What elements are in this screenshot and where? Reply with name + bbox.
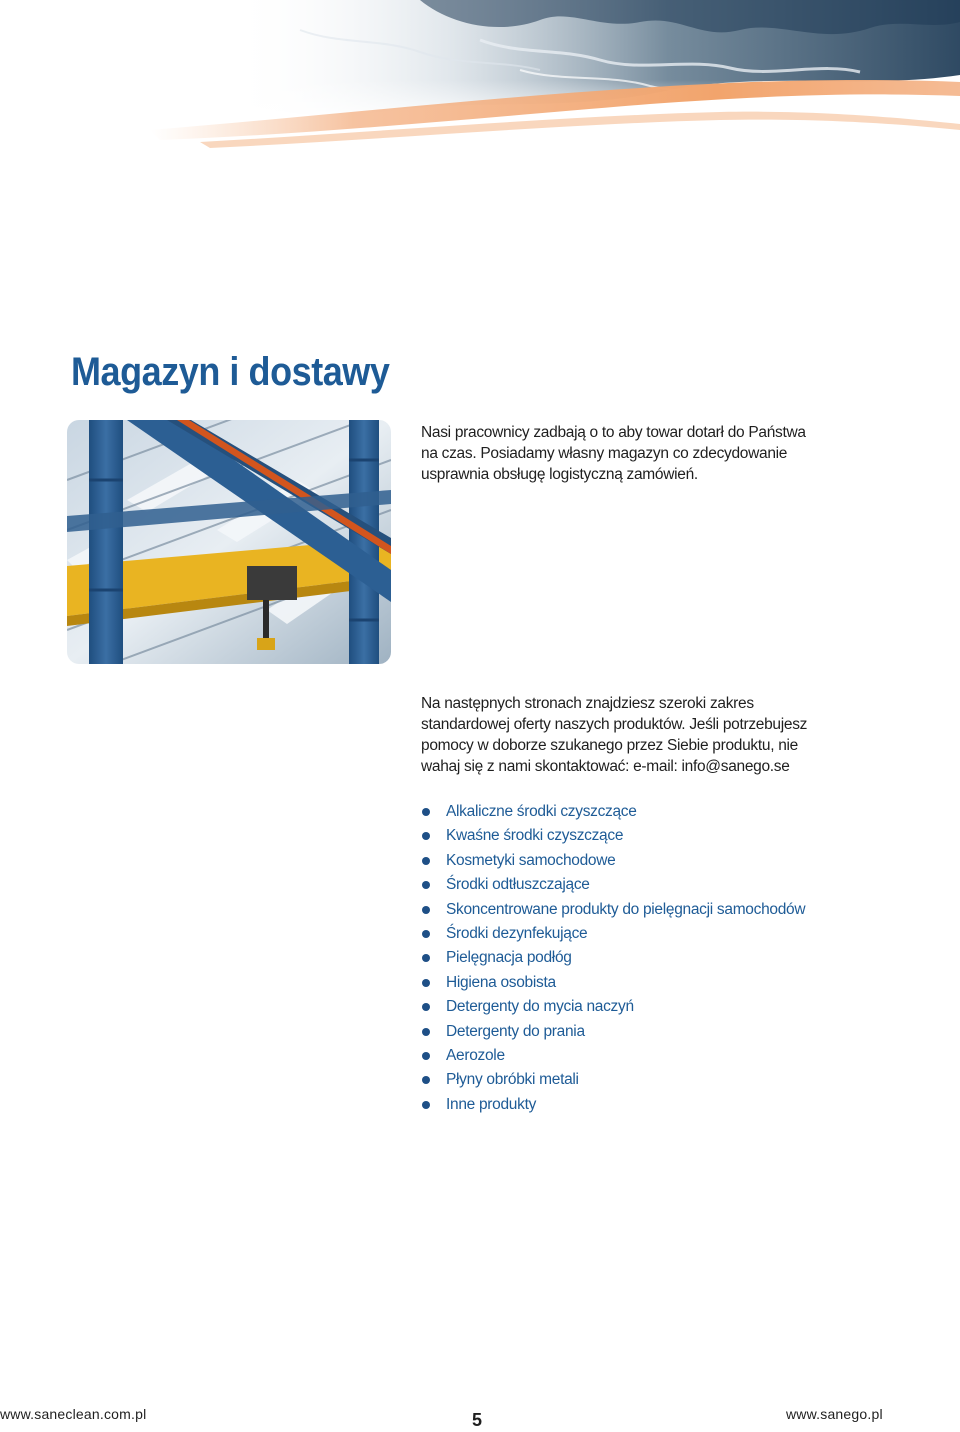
product-category-list [418,800,838,1117]
list-item-label: Pielęgnacja podłóg [446,949,572,967]
bullet-icon [422,930,430,938]
list-item-label: Środki dezynfekujące [446,924,588,942]
page-title: Magazyn i dostawy [71,350,390,394]
list-item[interactable] [418,922,838,946]
list-item-label: Alkaliczne środki czyszczące [446,803,637,820]
list-item-label: Środki odtłuszczające [446,876,590,894]
list-item-label: Inne produkty [446,1095,537,1113]
list-item[interactable] [418,1068,838,1092]
bullet-icon [422,1052,430,1060]
list-item[interactable] [418,873,838,897]
offer-paragraph: Na następnych stronach znajdziesz szeroki zakres standardowej oferty naszych produktów. Jeśli potrzebujesz pomocy w doborze szukanego przez Siebie produktu, nie wahaj się z nami skontaktować: e-mail: info@sanego.se [421,695,808,775]
list-item[interactable] [418,1093,838,1117]
list-item-label: Kosmetyki samochodowe [446,851,616,869]
bullet-icon [422,906,430,914]
list-item[interactable] [418,824,838,848]
list-item[interactable] [418,898,838,922]
list-item[interactable] [418,1020,838,1044]
header-banner-image [0,0,960,160]
list-item-label: Aerozole [446,1046,505,1064]
list-item[interactable] [418,1044,838,1068]
list-item[interactable] [418,971,838,995]
list-item-label: Skoncentrowane produkty do pielęgnacji samochodów [446,900,806,918]
bullet-icon [422,1028,430,1036]
list-item-label: Detergenty do mycia naczyń [446,998,634,1016]
footer-link-sanego[interactable]: www.sanego.pl [786,1406,883,1422]
list-item-label: Płyny obróbki metali [446,1071,579,1089]
list-item[interactable] [418,995,838,1019]
footer-link-saneclean[interactable]: www.saneclean.com.pl [0,1406,147,1422]
bullet-icon [422,954,430,962]
page-number: 5 [472,1410,483,1430]
intro-paragraph: Nasi pracownicy zadbają o to aby towar dotarł do Państwa na czas. Posiadamy własny magazyn co zdecydowanie usprawnia obsługę logistyczną zamówień. [421,424,806,483]
bullet-icon [422,832,430,840]
bullet-icon [422,979,430,987]
list-item-label: Higiena osobista [446,973,556,991]
bullet-icon [422,857,430,865]
list-item[interactable] [418,849,838,873]
list-item[interactable] [418,800,838,824]
bullet-icon [422,1076,430,1084]
list-item-label: Detergenty do prania [446,1022,585,1040]
bullet-icon [422,1003,430,1011]
bullet-icon [422,808,430,816]
list-item[interactable] [418,946,838,970]
bullet-icon [422,881,430,889]
warehouse-photo [67,420,391,664]
list-item-label: Kwaśne środki czyszczące [446,827,624,845]
bullet-icon [422,1101,430,1109]
